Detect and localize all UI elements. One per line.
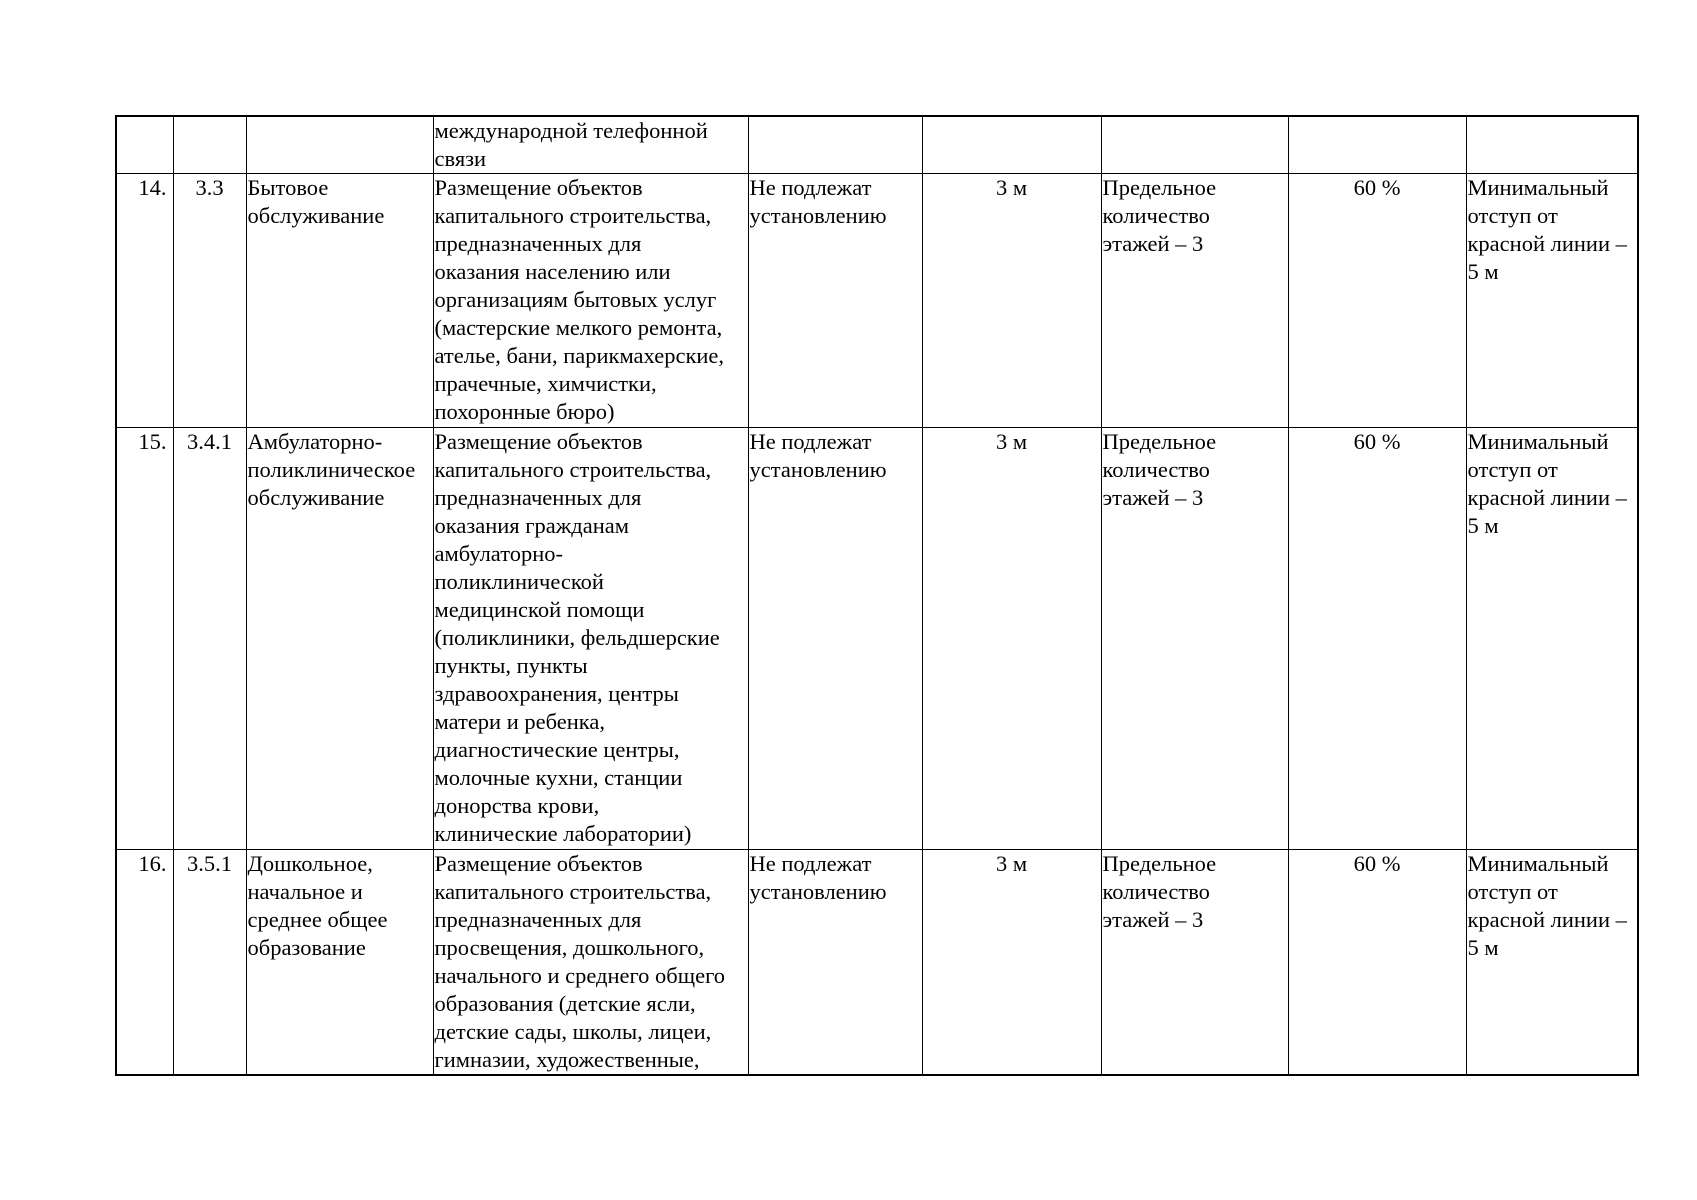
setback-cell: 3 м [922, 174, 1101, 428]
table-row [116, 428, 1638, 850]
use-description-cell: Размещение объектов капитального строительства, предназначенных для оказания гражданам амбулаторно- поликлинической медицинской помощи (поликлиники, фельдшерские пункты, пункты здравоохранения, центры матери и ребенка, диагностические центры, молочные кухни, станции донорства крови, клинические лаборатории) [433, 428, 748, 850]
floors-cell: Предельное количество этажей – 3 [1101, 850, 1288, 1076]
table-row [116, 174, 1638, 428]
coverage-cell [1288, 116, 1466, 174]
use-name-cell: Дошкольное, начальное и среднее общее образование [246, 850, 433, 1076]
lot-size-cell: Не подлежат установлению [748, 174, 922, 428]
row-number-cell: 15. [116, 428, 173, 850]
red-line-setback-cell: Минимальный отступ от красной линии – 5 м [1466, 850, 1638, 1076]
use-code-cell [173, 116, 246, 174]
red-line-setback-cell: Минимальный отступ от красной линии – 5 м [1466, 174, 1638, 428]
use-name-cell: Бытовое обслуживание [246, 174, 433, 428]
use-description-cell: международной телефонной связи [433, 116, 748, 174]
use-name-cell: Амбулаторно- поликлиническое обслуживание [246, 428, 433, 850]
coverage-cell: 60 % [1288, 428, 1466, 850]
row-number-cell [116, 116, 173, 174]
coverage-cell: 60 % [1288, 850, 1466, 1076]
red-line-setback-cell [1466, 116, 1638, 174]
use-description-cell: Размещение объектов капитального строительства, предназначенных для оказания населению или организациям бытовых услуг (мастерские мелкого ремонта, ателье, бани, парикмахерские, прачечные, химчистки, похоронные бюро) [433, 174, 748, 428]
lot-size-cell: Не подлежат установлению [748, 850, 922, 1076]
floors-cell: Предельное количество этажей – 3 [1101, 428, 1288, 850]
floors-cell [1101, 116, 1288, 174]
setback-cell: 3 м [922, 850, 1101, 1076]
use-code-cell: 3.4.1 [173, 428, 246, 850]
land-use-regulations-table [115, 115, 1639, 1076]
table-row [116, 850, 1638, 1076]
use-description-cell: Размещение объектов капитального строительства, предназначенных для просвещения, дошкольного, начального и среднего общего образования (детские ясли, детские сады, школы, лицеи, гимназии, художественные, [433, 850, 748, 1076]
row-number-cell: 16. [116, 850, 173, 1076]
setback-cell: 3 м [922, 428, 1101, 850]
lot-size-cell [748, 116, 922, 174]
floors-cell: Предельное количество этажей – 3 [1101, 174, 1288, 428]
use-code-cell: 3.3 [173, 174, 246, 428]
red-line-setback-cell: Минимальный отступ от красной линии – 5 м [1466, 428, 1638, 850]
coverage-cell: 60 % [1288, 174, 1466, 428]
row-number-cell: 14. [116, 174, 173, 428]
use-name-cell [246, 116, 433, 174]
use-code-cell: 3.5.1 [173, 850, 246, 1076]
table-row [116, 116, 1638, 174]
setback-cell [922, 116, 1101, 174]
lot-size-cell: Не подлежат установлению [748, 428, 922, 850]
